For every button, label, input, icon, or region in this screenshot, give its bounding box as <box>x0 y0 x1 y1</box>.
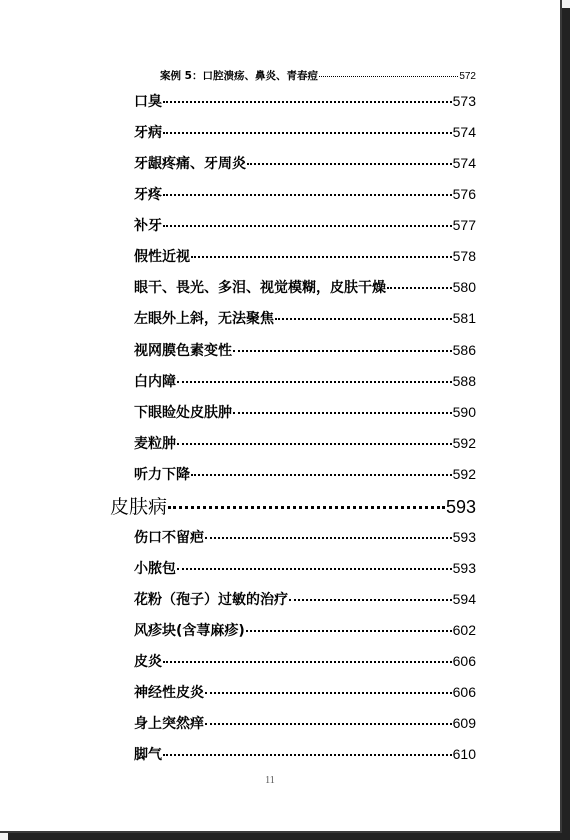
toc-entry[interactable] <box>134 371 476 391</box>
toc-entry-title: 身上突然痒 <box>134 716 204 732</box>
toc-entry-page: 574 <box>452 124 476 140</box>
toc-entry-title: 口臭 <box>134 94 162 110</box>
toc-entry-title: 神经性皮炎 <box>134 685 204 701</box>
dot-leader <box>168 506 445 509</box>
toc-entry-title: 花粉（孢子）过敏的治疗 <box>134 592 288 608</box>
toc-entry-title: 牙疼 <box>134 187 162 203</box>
toc-entry[interactable] <box>134 527 476 547</box>
toc-entry-page: 609 <box>452 715 476 731</box>
toc-entry-title: 视网膜色素变性 <box>134 343 232 359</box>
toc-entry-page: 590 <box>452 404 476 420</box>
toc-entry[interactable] <box>134 744 476 764</box>
toc-entry-title: 麦粒肿 <box>134 436 176 452</box>
toc-entry[interactable] <box>160 68 476 83</box>
toc-entry-page: 593 <box>452 560 476 576</box>
toc-entry[interactable] <box>134 308 476 328</box>
toc-entry-title: 眼干、畏光、多泪、视觉模糊，皮肤干燥 <box>134 280 386 296</box>
page-footer-number: 11 <box>265 775 275 786</box>
toc-entry[interactable] <box>134 651 476 671</box>
dot-leader <box>191 474 452 476</box>
toc-entry-page: 592 <box>452 466 476 482</box>
toc-chapter-page: 593 <box>445 497 476 517</box>
toc-entry[interactable] <box>134 153 476 173</box>
toc-entry-page: 581 <box>452 310 476 326</box>
dot-leader <box>205 537 452 539</box>
toc-entry-title: 脚气 <box>134 747 162 763</box>
toc-entry[interactable] <box>134 682 476 702</box>
toc-entry[interactable] <box>134 713 476 733</box>
dot-leader <box>163 132 452 134</box>
dot-leader <box>177 443 452 445</box>
toc-entry[interactable] <box>134 589 476 609</box>
toc-entry-page: 580 <box>452 279 476 295</box>
toc-chapter-title: 皮肤病 <box>110 496 168 518</box>
dot-leader <box>247 163 452 165</box>
dot-leader <box>163 194 452 196</box>
toc-entry-title: 风疹块(含荨麻疹) <box>134 623 245 639</box>
toc-entry[interactable] <box>134 402 476 422</box>
toc-entry-title: 假性近视 <box>134 249 190 265</box>
dot-leader <box>177 568 452 570</box>
toc-entry-title: 牙龈疼痛、牙周炎 <box>134 156 246 172</box>
toc-entry[interactable] <box>134 184 476 204</box>
toc-entry-page: 588 <box>452 373 476 389</box>
toc-entry-title: 伤口不留疤 <box>134 530 204 546</box>
toc-entry-page: 610 <box>452 746 476 762</box>
toc-entry-page: 592 <box>452 435 476 451</box>
toc-entry-page: 578 <box>452 248 476 264</box>
toc-entry-page: 602 <box>452 622 476 638</box>
toc-entry-title: 皮炎 <box>134 654 162 670</box>
dot-leader <box>163 661 452 663</box>
dot-leader <box>163 101 452 103</box>
toc-entry-page: 576 <box>452 186 476 202</box>
toc-entry[interactable] <box>134 122 476 142</box>
toc-entry[interactable] <box>134 433 476 453</box>
toc-entry-page: 574 <box>452 155 476 171</box>
toc-entry[interactable] <box>134 620 476 640</box>
toc-entry-page: 573 <box>452 93 476 109</box>
toc-entry-page: 572 <box>459 71 476 82</box>
toc-entry-title: 下眼睑处皮肤肿 <box>134 405 232 421</box>
toc-entry[interactable] <box>134 246 476 266</box>
dot-leader <box>275 318 452 320</box>
toc-entry[interactable] <box>134 215 476 235</box>
toc-entry-title: 白内障 <box>134 374 176 390</box>
toc-entry-page: 606 <box>452 684 476 700</box>
toc-entry-title: 案例 5：口腔溃疡、鼻炎、青春痘 <box>160 70 318 82</box>
toc-entry-title: 左眼外上斜，无法聚焦 <box>134 311 274 327</box>
dot-leader <box>233 412 452 414</box>
dot-leader <box>387 287 452 289</box>
toc-chapter-entry[interactable] <box>110 492 476 519</box>
toc-entry[interactable] <box>134 464 476 484</box>
toc-entry-title: 听力下降 <box>134 467 190 483</box>
page-shadow-bottom <box>8 833 570 840</box>
dot-leader <box>289 599 452 601</box>
dot-leader <box>191 256 452 258</box>
toc-entry-page: 594 <box>452 591 476 607</box>
toc-entry-title: 小脓包 <box>134 561 176 577</box>
toc-entry[interactable] <box>134 91 476 111</box>
toc-entry-title: 牙病 <box>134 125 162 141</box>
dot-leader <box>177 381 452 383</box>
toc-entry-page: 593 <box>452 529 476 545</box>
toc-entry-page: 577 <box>452 217 476 233</box>
dot-leader <box>319 76 458 77</box>
toc-entry-page: 586 <box>452 342 476 358</box>
dot-leader <box>246 630 452 632</box>
dot-leader <box>233 350 452 352</box>
dot-leader <box>163 754 452 756</box>
dot-leader <box>205 723 452 725</box>
toc-entry-title: 补牙 <box>134 218 162 234</box>
toc-entry[interactable] <box>134 277 476 297</box>
toc-entry[interactable] <box>134 558 476 578</box>
dot-leader <box>163 225 452 227</box>
toc-entry[interactable] <box>134 340 476 360</box>
toc-entry-page: 606 <box>452 653 476 669</box>
page-shadow-right <box>562 8 570 840</box>
dot-leader <box>205 692 452 694</box>
